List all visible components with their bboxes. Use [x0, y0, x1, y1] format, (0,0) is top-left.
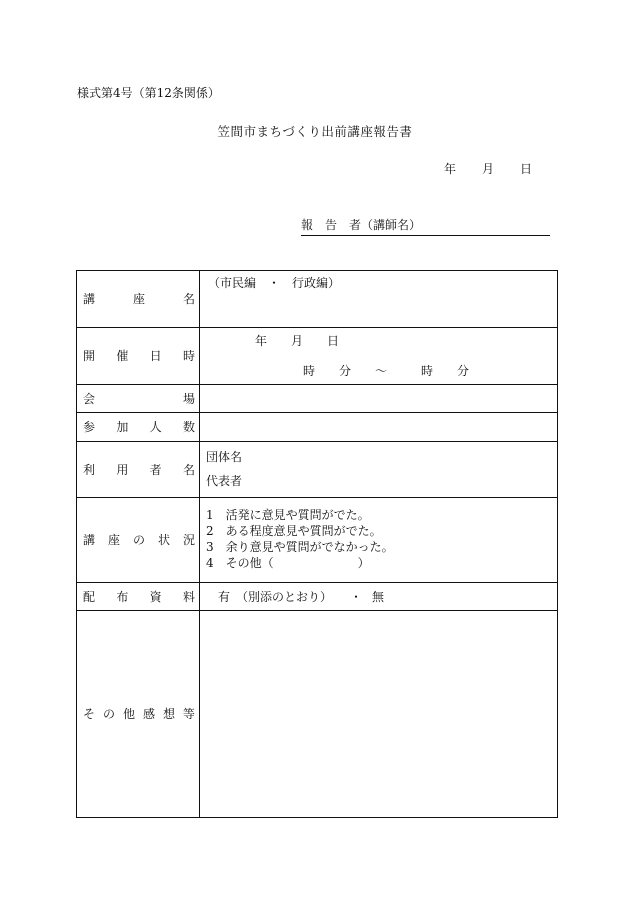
date-year-label: 年 [444, 162, 457, 176]
form-number: 様式第4号（第12条関係） [77, 86, 220, 100]
course-name-label-cell [77, 271, 200, 328]
label-char: 講 [83, 292, 96, 306]
impressions-label-cell [77, 611, 200, 818]
label-char: 座 [132, 292, 145, 306]
label-char: 想 [162, 707, 175, 721]
document-title: 笠間市まちづくり出前講座報告書 [217, 124, 413, 139]
table-row [77, 413, 558, 442]
status-label-cell [77, 498, 200, 583]
label-char: 日 [149, 349, 162, 363]
schedule-day-label: 日 [327, 334, 340, 348]
user-label-cell [77, 442, 200, 498]
report-table [76, 270, 558, 818]
status-option-3: 3 余り意見や質問がでなかった。 [206, 540, 394, 554]
label-char: そ [83, 707, 96, 721]
user-label [83, 464, 195, 476]
impressions-label [83, 708, 195, 720]
venue-value-cell[interactable] [200, 385, 558, 413]
label-char: 等 [182, 707, 195, 721]
table-row [77, 328, 558, 385]
label-char: 資 [149, 589, 162, 604]
table-row [77, 385, 558, 413]
end-hour-label: 時 [421, 364, 434, 378]
start-hour-label: 時 [303, 364, 316, 378]
label-char: 他 [122, 707, 135, 721]
start-minute-label: 分 [339, 364, 352, 378]
table-row [77, 583, 558, 611]
label-char: 用 [116, 462, 129, 477]
materials-label-cell [77, 583, 200, 611]
user-value-cell[interactable] [200, 442, 558, 498]
label-char: 料 [182, 589, 195, 604]
status-label [83, 534, 195, 546]
schedule-year-label: 年 [255, 334, 268, 348]
table-row [77, 271, 558, 328]
label-char: 利 [83, 462, 96, 477]
label-char: 会 [83, 391, 96, 406]
label-char: 名 [182, 292, 195, 306]
reporter-label: 報 告 者（講師名） [301, 218, 422, 232]
time-range-separator: ～ [375, 364, 388, 378]
date-month-label: 月 [482, 162, 495, 176]
label-char: 催 [116, 349, 129, 363]
materials-value-cell[interactable] [200, 583, 558, 611]
participants-label-cell [77, 413, 200, 442]
label-char: 感 [142, 707, 155, 721]
schedule-value-cell[interactable] [200, 328, 558, 385]
reporter-field [301, 216, 550, 236]
table-row [77, 442, 558, 498]
label-char: 人 [149, 420, 162, 434]
label-char: 座 [107, 533, 120, 547]
status-value-cell[interactable] [200, 498, 558, 583]
schedule-label-cell [77, 328, 200, 385]
label-char: 参 [83, 420, 96, 434]
report-date [444, 160, 532, 177]
schedule-label [83, 350, 195, 362]
label-char: 状 [157, 533, 170, 547]
group-name-label: 団体名 [206, 450, 243, 464]
label-char: 時 [182, 349, 195, 363]
impressions-value-cell[interactable] [200, 611, 558, 818]
label-char: 数 [182, 420, 195, 434]
course-type-options: （市民編 ・ 行政編） [208, 276, 341, 290]
label-char: の [132, 533, 145, 547]
label-char: 況 [182, 533, 195, 547]
materials-no-option: 無 [372, 590, 385, 604]
label-char: 布 [116, 589, 129, 604]
materials-label [83, 591, 195, 603]
participants-value-cell[interactable] [200, 413, 558, 442]
label-char: 講 [83, 533, 96, 547]
course-name-value-cell[interactable] [200, 271, 558, 328]
label-char: 配 [83, 589, 96, 604]
representative-label: 代表者 [206, 474, 243, 488]
date-day-label: 日 [520, 162, 533, 176]
materials-yes-option: 有 （別添のとおり） [218, 590, 333, 604]
venue-label-cell [77, 385, 200, 413]
label-char: 加 [116, 420, 129, 434]
end-minute-label: 分 [457, 364, 470, 378]
table-row [77, 498, 558, 583]
participants-label [83, 421, 195, 433]
schedule-month-label: 月 [291, 334, 304, 348]
materials-separator: ・ [350, 590, 363, 604]
table-row [77, 611, 558, 818]
status-option-2: 2 ある程度意見や質問がでた。 [206, 524, 382, 538]
label-char: 名 [182, 462, 195, 477]
status-option-4: 4 その他（ ） [206, 556, 370, 570]
label-char: 者 [149, 462, 162, 477]
course-name-label [83, 293, 195, 305]
status-option-1: 1 活発に意見や質問がでた。 [206, 508, 370, 522]
label-char: 場 [182, 391, 195, 406]
label-char: 開 [83, 349, 96, 363]
label-char: の [102, 707, 115, 721]
venue-label [83, 393, 195, 405]
